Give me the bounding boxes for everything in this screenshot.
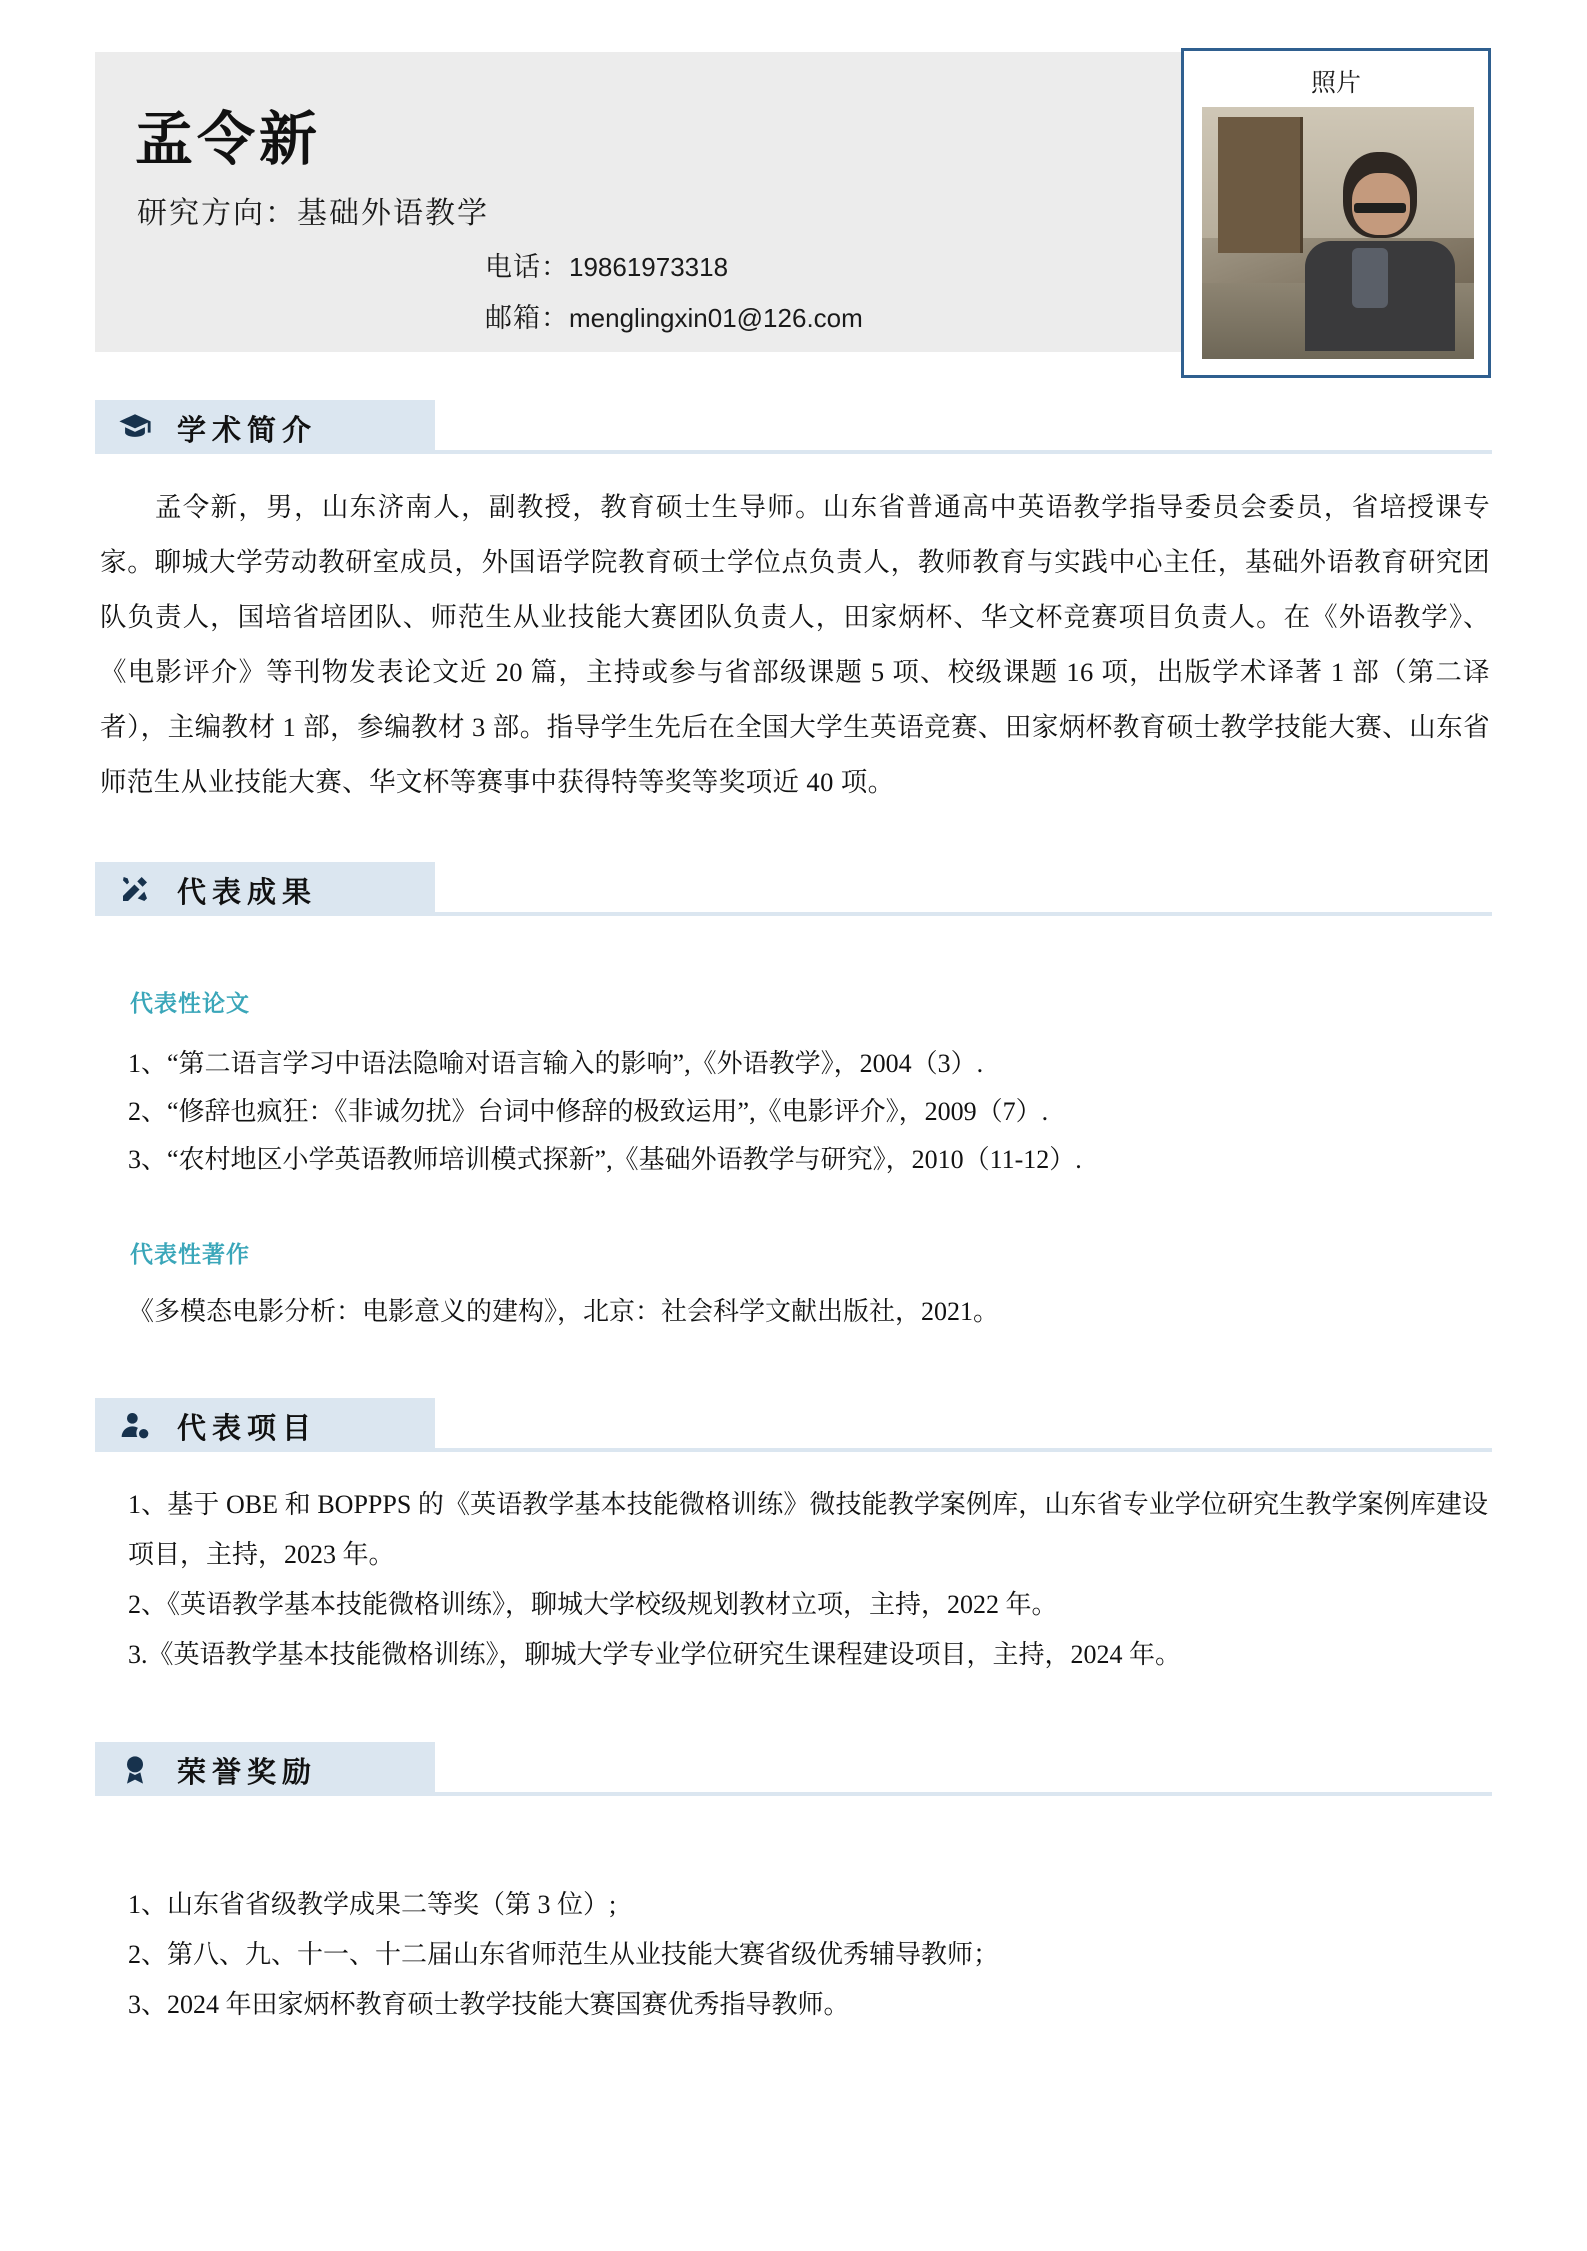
profile-text: 孟令新，男，山东济南人，副教授，教育硕士生导师。山东省普通高中英语教学指导委员会委员，省培授课专家。聊城大学劳动教研室成员，外国语学院教育硕士学位点负责人，教师教育与实践中心主任，基础外语教育研究团队负责人，国培省培团队、师范生从业技能大赛团队负责人，田家炳杯、华文杯竞赛项目负责人。在《外语教学》、《电影评介》等刊物发表论文近 20 篇，主持或参与省部级课题 5 项、校级课题 16 项，出版学术译著 1 部（第二译者），主编教材 1 部，参编教材 3 部。指导学生先后在全国大学生英语竞赛、田家炳杯教育硕士教学技能大赛、山东省师范生从业技能大赛、华文杯等赛事中获得特等奖等奖项近 40 项。	[100, 492, 1490, 797]
list-item: 3、2024 年田家炳杯教育硕士教学技能大赛国赛优秀指导教师。	[128, 1990, 850, 2019]
section-title: 学术简介	[177, 415, 318, 447]
contact-info	[485, 242, 863, 344]
list-item: 1、基于 OBE 和 BOPPPS 的《英语教学基本技能微格训练》微技能教学案例库，山东省专业学位研究生教学案例库建设项目，主持，2023 年。	[128, 1490, 1488, 1569]
page-title: 孟令新	[135, 107, 322, 172]
section-header-achievements	[95, 862, 1492, 916]
section-rule	[435, 1448, 1492, 1452]
research-direction: 研究方向：基础外语教学	[137, 197, 489, 230]
photo-glasses	[1354, 203, 1406, 213]
photo-shirt	[1352, 248, 1388, 308]
list-item: 3.《英语教学基本技能微格训练》，聊城大学专业学位研究生课程建设项目，主持，2024 年。	[128, 1640, 1182, 1669]
photo-door	[1218, 117, 1303, 253]
section-rule	[435, 912, 1492, 916]
section-title: 代表成果	[177, 877, 318, 909]
email-line	[485, 293, 863, 344]
section-rule	[435, 450, 1492, 454]
tools-icon	[117, 871, 153, 907]
photo-frame	[1181, 48, 1491, 378]
papers-list	[128, 1040, 1478, 1184]
header-block	[95, 52, 1270, 352]
list-item: 2、“修辞也疯狂：《非诚勿扰》台词中修辞的极致运用”,《电影评介》，2009（7）.	[128, 1097, 1049, 1126]
person-badge-icon	[117, 1407, 153, 1443]
portrait-photo	[1202, 107, 1474, 359]
section-header-honors	[95, 1742, 1492, 1796]
list-item: 《多模态电影分析：电影意义的建构》，北京：社会科学文献出版社，2021。	[128, 1297, 1000, 1326]
books-subhead: 代表性著作	[130, 1242, 250, 1267]
honors-list	[128, 1880, 1478, 2030]
section-title: 荣誉奖励	[177, 1757, 318, 1789]
phone-label: 电话：	[485, 252, 569, 282]
award-ribbon-icon	[117, 1751, 153, 1787]
books-list	[128, 1288, 1478, 1336]
list-item: 2、《英语教学基本技能微格训练》，聊城大学校级规划教材立项，主持，2022 年。	[128, 1590, 1058, 1619]
papers-subhead: 代表性论文	[130, 991, 250, 1016]
photo-label: 照片	[1310, 70, 1361, 97]
list-item: 1、山东省省级教学成果二等奖（第 3 位）;	[128, 1890, 617, 1919]
section-title: 代表项目	[177, 1413, 318, 1445]
section-rule	[435, 1792, 1492, 1796]
list-item: 3、“农村地区小学英语教师培训模式探新”,《基础外语教学与研究》，2010（11-12）.	[128, 1145, 1082, 1174]
email-label: 邮箱：	[485, 303, 569, 333]
phone-value: 19861973318	[569, 252, 729, 282]
projects-list	[128, 1480, 1488, 1680]
profile-paragraph	[100, 480, 1490, 810]
phone-line	[485, 242, 863, 293]
email-value: menglingxin01@126.com	[569, 303, 863, 333]
list-item: 1、“第二语言学习中语法隐喻对语言输入的影响”,《外语教学》，2004（3）.	[128, 1049, 984, 1078]
list-item: 2、第八、九、十一、十二届山东省师范生从业技能大赛省级优秀辅导教师；	[128, 1940, 1000, 1969]
section-header-projects	[95, 1398, 1492, 1452]
graduation-cap-icon	[117, 409, 153, 445]
section-header-profile	[95, 400, 1492, 454]
